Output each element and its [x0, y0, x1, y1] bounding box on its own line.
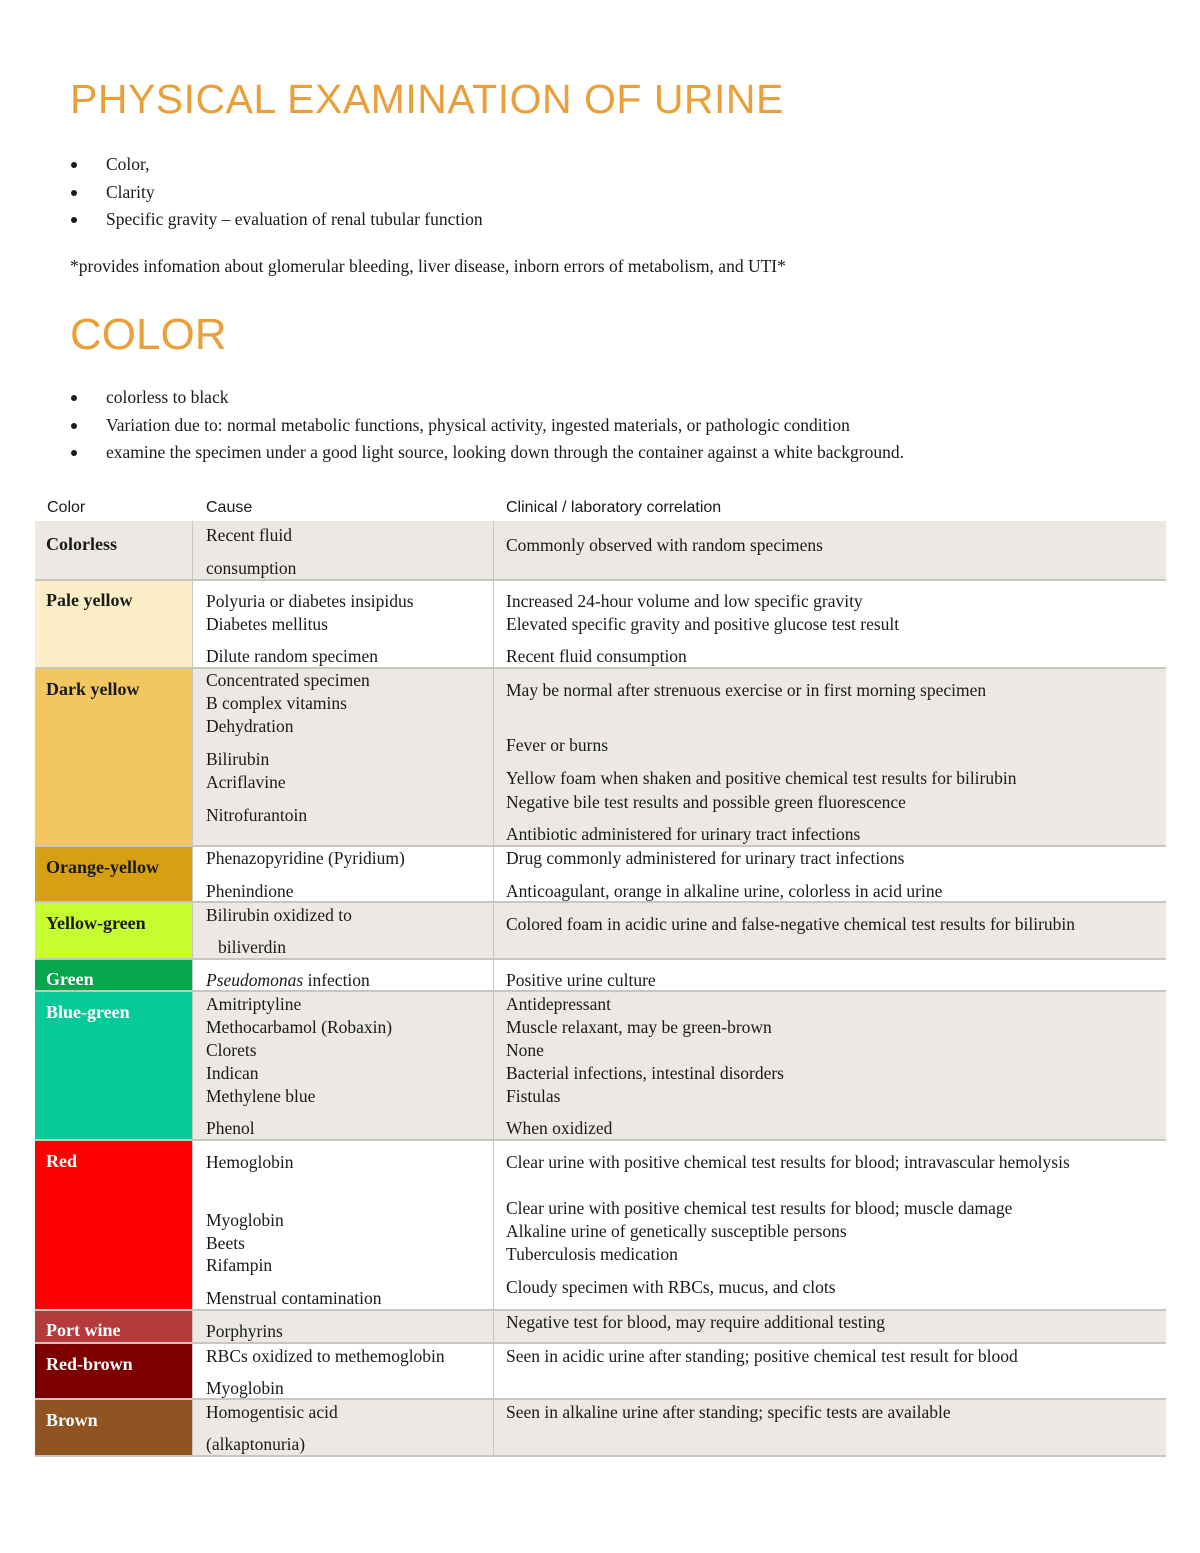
clinical-line: May be normal after strenuous exercise or in first morning specimen — [506, 680, 987, 700]
cause-line: Menstrual contamination — [206, 1288, 382, 1308]
cause-line: Acriflavine — [206, 772, 286, 792]
clinical-line: Anticoagulant, orange in alkaline urine, colorless in acid urine — [506, 881, 943, 901]
list-item: Specific gravity – evaluation of renal tubular function — [70, 206, 483, 234]
cause-cell — [194, 992, 494, 1139]
color-swatch — [35, 1400, 193, 1455]
color-swatch — [35, 903, 193, 958]
cause-cell — [194, 847, 494, 901]
info-note: *provides infomation about glomerular bleeding, liver disease, inborn errors of metabolism, and UTI* — [70, 256, 786, 276]
cause-line: Methocarbamol (Robaxin) — [206, 1017, 393, 1037]
clinical-cell — [495, 847, 1166, 901]
table-row — [35, 521, 1166, 581]
color-name: Blue-green — [46, 1002, 130, 1022]
header-color: Color — [47, 499, 86, 516]
clinical-line: Negative bile test results and possible green fluorescence — [506, 792, 906, 812]
clinical-line: None — [506, 1040, 544, 1060]
header-clinical: Clinical / laboratory correlation — [506, 499, 722, 516]
color-swatch — [35, 1344, 193, 1398]
color-name: Red — [46, 1151, 77, 1171]
clinical-line: Muscle relaxant, may be green-brown — [506, 1017, 772, 1037]
cause-line: Myoglobin — [206, 1378, 284, 1398]
color-swatch — [35, 521, 193, 579]
clinical-line: Seen in acidic urine after standing; positive chemical test result for blood — [506, 1346, 1018, 1366]
cause-line: Bilirubin oxidized to — [206, 905, 352, 925]
clinical-line: Increased 24-hour volume and low specific gravity — [506, 591, 863, 611]
color-swatch — [35, 992, 193, 1139]
clinical-cell — [495, 581, 1166, 667]
cause-line: Phenazopyridine (Pyridium) — [206, 848, 405, 868]
table-row — [35, 1400, 1166, 1457]
clinical-line: Drug commonly administered for urinary tract infections — [506, 848, 905, 868]
cause-cell — [194, 669, 494, 845]
clinical-line: When oxidized — [506, 1118, 613, 1138]
cause-line: Homogentisic acid — [206, 1402, 338, 1422]
table-row — [35, 581, 1166, 669]
clinical-line: Seen in alkaline urine after standing; specific tests are available — [506, 1402, 951, 1422]
cause-cell — [194, 521, 494, 579]
cause-line: Phenol — [206, 1118, 255, 1138]
cause-cell — [194, 1141, 494, 1309]
cause-line: Diabetes mellitus — [206, 614, 328, 634]
cause-line: Beets — [206, 1233, 245, 1253]
cause-line: Amitriptyline — [206, 994, 302, 1014]
cause-line: biliverdin — [218, 937, 287, 957]
cause-line: Dilute random specimen — [206, 646, 379, 666]
clinical-cell — [495, 960, 1166, 990]
section-heading-color: COLOR — [70, 310, 227, 359]
color-name: Brown — [46, 1410, 98, 1430]
color-swatch — [35, 847, 193, 901]
table-row — [35, 669, 1166, 847]
clinical-cell — [495, 1311, 1166, 1342]
cause-line — [206, 969, 370, 991]
cause-line: Myoglobin — [206, 1210, 284, 1230]
color-swatch — [35, 1311, 193, 1342]
cause-line: Phenindione — [206, 881, 294, 901]
organism-name: Pseudomonas — [206, 970, 304, 990]
page-title: PHYSICAL EXAMINATION OF URINE — [70, 76, 784, 122]
cause-line: Indican — [206, 1063, 259, 1083]
clinical-line: Commonly observed with random specimens — [506, 535, 823, 555]
cause-line: Polyuria or diabetes insipidus — [206, 591, 414, 611]
clinical-line: Alkaline urine of genetically susceptible persons — [506, 1221, 847, 1241]
color-swatch — [35, 960, 193, 990]
clinical-line: Clear urine with positive chemical test results for blood; intravascular hemolysis — [506, 1152, 1070, 1172]
table-row — [35, 1141, 1166, 1311]
clinical-cell — [495, 992, 1166, 1139]
table-row — [35, 1311, 1166, 1344]
table-row — [35, 847, 1166, 903]
clinical-cell — [495, 1400, 1166, 1455]
clinical-line: Recent fluid consumption — [506, 646, 687, 666]
clinical-line: Elevated specific gravity and positive glucose test result — [506, 614, 900, 634]
color-name: Port wine — [46, 1320, 121, 1340]
table-row — [35, 960, 1166, 992]
table-row — [35, 992, 1166, 1141]
cause-line: (alkaptonuria) — [206, 1434, 306, 1454]
clinical-cell — [495, 669, 1166, 845]
clinical-line: Positive urine culture — [506, 970, 656, 990]
list-item: Color, — [70, 151, 483, 179]
clinical-line: Tuberculosis medication — [506, 1244, 678, 1264]
clinical-cell — [495, 1344, 1166, 1398]
clinical-line: Yellow foam when shaken and positive chemical test results for bilirubin — [506, 768, 1017, 788]
cause-line: B complex vitamins — [206, 693, 347, 713]
color-name: Dark yellow — [46, 679, 140, 699]
clinical-line: Negative test for blood, may require additional testing — [506, 1312, 886, 1332]
list-item: Clarity — [70, 179, 483, 207]
color-name: Yellow-green — [46, 913, 146, 933]
table-row — [35, 1344, 1166, 1400]
color-name: Red-brown — [46, 1354, 133, 1374]
color-bullet-list — [70, 384, 904, 467]
clinical-line: Antibiotic administered for urinary tract infections — [506, 824, 861, 844]
cause-line: Recent fluid — [206, 525, 293, 545]
cause-cell — [194, 581, 494, 667]
cause-line: Bilirubin — [206, 749, 270, 769]
cause-line: Porphyrins — [206, 1321, 283, 1341]
cause-cell — [194, 1311, 494, 1342]
cause-line: RBCs oxidized to methemoglobin — [206, 1346, 445, 1366]
clinical-line: Bacterial infections, intestinal disorders — [506, 1063, 784, 1083]
cause-line: Rifampin — [206, 1255, 273, 1275]
color-swatch — [35, 669, 193, 845]
cause-cell — [194, 1400, 494, 1455]
color-swatch — [35, 581, 193, 667]
cause-line: Methylene blue — [206, 1086, 316, 1106]
intro-bullet-list — [70, 151, 483, 234]
clinical-line: Fistulas — [506, 1086, 561, 1106]
list-item: Variation due to: normal metabolic functions, physical activity, ingested materials, or pathologic condition — [70, 412, 904, 440]
clinical-cell — [495, 1141, 1166, 1309]
clinical-line: Antidepressant — [506, 994, 611, 1014]
color-name: Pale yellow — [46, 590, 133, 610]
clinical-line: Cloudy specimen with RBCs, mucus, and clots — [506, 1277, 836, 1297]
list-item: colorless to black — [70, 384, 904, 412]
cause-line: Hemoglobin — [206, 1152, 294, 1172]
cause-cell — [194, 960, 494, 990]
cause-suffix: infection — [307, 970, 370, 990]
clinical-cell — [495, 521, 1166, 579]
clinical-line: Clear urine with positive chemical test results for blood; muscle damage — [506, 1198, 1013, 1218]
clinical-cell — [495, 903, 1166, 958]
clinical-line: Colored foam in acidic urine and false-negative chemical test results for bilirubin — [506, 914, 1076, 934]
cause-cell — [194, 1344, 494, 1398]
color-name: Colorless — [46, 534, 117, 554]
cause-line: Dehydration — [206, 716, 294, 736]
cause-line: Clorets — [206, 1040, 257, 1060]
color-name: Orange-yellow — [46, 857, 159, 877]
header-cause: Cause — [206, 499, 253, 516]
color-swatch — [35, 1141, 193, 1309]
cause-line: Concentrated specimen — [206, 670, 370, 690]
cause-cell — [194, 903, 494, 958]
table-header — [35, 497, 1166, 523]
cause-line: Nitrofurantoin — [206, 805, 308, 825]
clinical-line: Fever or burns — [506, 735, 609, 755]
cause-line: consumption — [206, 558, 297, 578]
color-name: Green — [46, 969, 94, 989]
list-item: examine the specimen under a good light source, looking down through the container against a white background. — [70, 439, 904, 467]
table-row — [35, 903, 1166, 960]
